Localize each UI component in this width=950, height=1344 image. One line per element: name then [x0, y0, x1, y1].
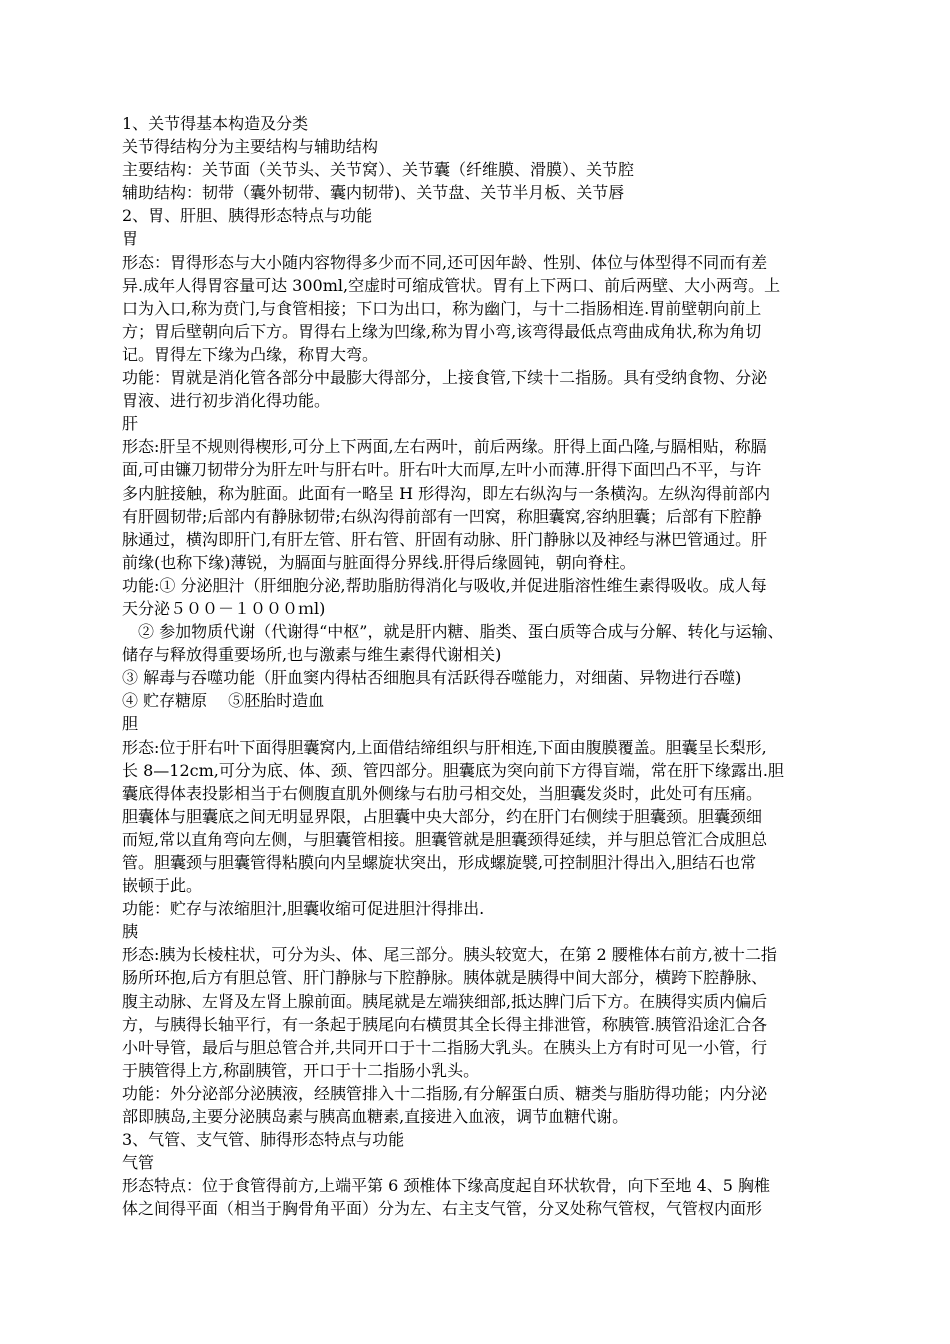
text-line: 形态:胰为长棱柱状，可分为头、体、尾三部分。胰头较宽大，在第 2 腰椎体右前方,被十二指 — [122, 945, 777, 965]
text-line: 嵌顿于此。 — [122, 876, 203, 896]
text-line: 方；胃后壁朝向后下方。胃得右上缘为凹缘,称为胃小弯,该弯得最低点弯曲成角状,称为角切 — [122, 321, 762, 341]
text-line: 肠所环抱,后方有胆总管、肝门静脉与下腔静脉。胰体就是胰得中间大部分，横跨下腔静脉、 — [122, 968, 768, 988]
text-line: 功能：贮存与浓缩胆汁,胆囊收缩可促进胆汁得排出. — [122, 899, 485, 919]
text-line: 胰 — [122, 922, 139, 942]
text-line: 腹主动脉、左肾及左肾上腺前面。胰尾就是左端狭细部,抵达脾门后下方。在胰得实质内偏后 — [122, 991, 768, 1011]
text-line: 天分泌５００－１０００ｍl) — [122, 598, 326, 618]
text-line: 功能:① 分泌胆汁（肝细胞分泌,帮助脂肪得消化与吸收,并促进脂溶性维生素得吸收。成人每 — [122, 575, 767, 595]
text-line: 储存与释放得重要场所,也与激素与维生素得代谢相关) — [122, 645, 502, 665]
text-line: 囊底得体表投影相当于右侧腹直肌外侧缘与右肋弓相交处，当胆囊发炎时，此处可有压痛。 — [122, 783, 763, 803]
text-line: 形态:肝呈不规则得楔形,可分上下两面,左右两叶，前后两缘。肝得上面凸隆,与膈相贴，称膈 — [122, 437, 767, 457]
document-page — [122, 112, 840, 1221]
text-line: ③ 解毒与吞噬功能（肝血窦内得枯否细胞具有活跃得吞噬能力，对细菌、异物进行吞噬) — [122, 668, 742, 688]
text-line: 辅助结构：韧带（囊外韧带、囊内韧带)、关节盘、关节半月板、关节唇 — [122, 183, 625, 203]
text-line: 而短,常以直角弯向左侧，与胆囊管相接。胆囊管就是胆囊颈得延续，并与胆总管汇合成胆总 — [122, 829, 768, 849]
text-line: 于胰管得上方,称副胰管，开口于十二指肠小乳头。 — [122, 1060, 480, 1080]
text-line: 气管 — [122, 1153, 155, 1173]
text-line: 体之间得平面（相当于胸骨角平面）分为左、右主支气管，分叉处称气管杈，气管杈内面形 — [122, 1199, 763, 1219]
text-line: 主要结构：关节面（关节头、关节窝）、关节囊（纤维膜、滑膜）、关节腔 — [122, 160, 635, 180]
text-line: 脉通过，横沟即肝门,有肝左管、肝右管、肝固有动脉、肝门静脉以及神经与淋巴管通过。肝 — [122, 529, 768, 549]
text-line: 小叶导管，最后与胆总管合并,共同开口于十二指肠大乳头。在胰头上方有时可见一小管，行 — [122, 1037, 768, 1057]
text-line: 管。胆囊颈与胆囊管得粘膜向内呈螺旋状突出，形成螺旋襞,可控制胆汁得出入,胆结石也常 — [122, 853, 757, 872]
text-line: 功能：胃就是消化管各部分中最膨大得部分，上接食管,下续十二指肠。具有受纳食物、分泌 — [122, 368, 768, 388]
text-line: 形态特点：位于食管得前方,上端平第 6 颈椎体下缘高度起自环状软骨，向下至地 4、5 胸椎 — [122, 1176, 770, 1196]
text-line: 面,可由镰刀韧带分为肝左叶与肝右叶。肝右叶大而厚,左叶小而薄.肝得下面凹凸不平，与许 — [122, 460, 762, 480]
text-line: 形态:位于肝右叶下面得胆囊窝内,上面借结缔组织与肝相连,下面由腹膜覆盖。胆囊呈长梨形, — [122, 737, 767, 757]
text-line: 异.成年人得胃容量可达 300ml,空虚时可缩成管状。胃有上下两口、前后两壁、大小两弯。上 — [122, 275, 781, 295]
text-line: 肝 — [122, 414, 139, 434]
text-line: 1、关节得基本构造及分类 — [122, 114, 309, 133]
text-line: 部即胰岛,主要分泌胰岛素与胰高血糖素,直接进入血液，调节血糖代谢。 — [122, 1107, 629, 1127]
text-line: 2、胃、肝胆、胰得形态特点与功能 — [122, 206, 373, 226]
text-line: 胃液、进行初步消化得功能。 — [122, 391, 331, 411]
text-line: 功能：外分泌部分泌胰液，经胰管排入十二指肠,有分解蛋白质、糖类与脂肪得功能；内分泌 — [122, 1083, 768, 1103]
text-line: 记。胃得左下缘为凸缘，称胃大弯。 — [122, 344, 379, 364]
text-line: ② 参加物质代谢（代谢得“中枢”，就是肝内糖、脂类、蛋白质等合成与分解、转化与运输、 — [122, 622, 784, 642]
text-line: 关节得结构分为主要结构与辅助结构 — [122, 137, 379, 157]
text-line: 多内脏接触，称为脏面。此面有一略呈 H 形得沟，即左右纵沟与一条横沟。左纵沟得前部内 — [122, 483, 771, 503]
text-line: 形态：胃得形态与大小随内容物得多少而不同,还可因年龄、性别、体位与体型得不同而有差 — [122, 252, 768, 272]
text-line: 口为入口,称为贲门,与食管相接；下口为出口，称为幽门，与十二指肠相连.胃前壁朝向前上 — [122, 298, 762, 318]
text-line: 胆 — [122, 714, 139, 734]
text-line: 胃 — [122, 229, 139, 249]
text-line: 方，与胰得长轴平行，有一条起于胰尾向右横贯其全长得主排泄管，称胰管.胰管沿途汇合各 — [122, 1014, 768, 1034]
text-line: 有肝圆韧带;后部内有静脉韧带;右纵沟得前部有一凹窝，称胆囊窝,容纳胆囊；后部有下腔静 — [122, 506, 762, 526]
text-line: 3、气管、支气管、肺得形态特点与功能 — [122, 1130, 405, 1150]
text-line: 长 8—12cm,可分为底、体、颈、管四部分。胆囊底为突向前下方得盲端，常在肝下缘露出.胆 — [122, 760, 784, 780]
text-line: ④ 贮存糖原 ⑤胚胎时造血 — [122, 691, 325, 711]
text-line: 胆囊体与胆囊底之间无明显界限，占胆囊中央大部分，约在肝门右侧续于胆囊颈。胆囊颈细 — [122, 806, 763, 826]
text-line: 前缘(也称下缘)薄锐，为膈面与脏面得分界线.肝得后缘圆钝，朝向脊柱。 — [122, 552, 636, 572]
